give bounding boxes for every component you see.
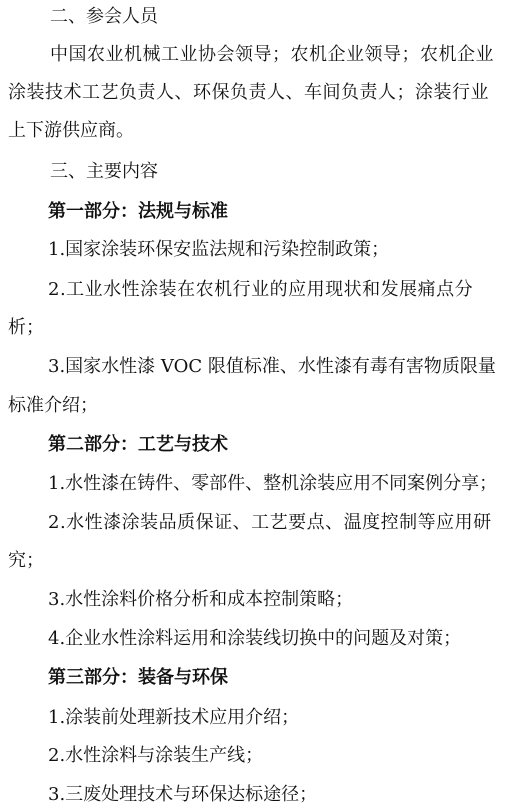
part-1-item-1: 1.国家涂装环保安监法规和污染控制政策；	[48, 239, 390, 260]
part-2-item-2-line-1: 2.水性漆涂装品质保证、工艺要点、温度控制等应用研	[48, 512, 492, 533]
part-1-item-2-line-1: 2.工业水性涂装在农机行业的应用现状和发展痛点分	[48, 279, 474, 300]
part-2-item-4: 4.企业水性涂料运用和涂装线切换中的问题及对策；	[48, 628, 462, 649]
part-1-title: 第一部分：法规与标准	[48, 201, 228, 222]
part-3-title: 第三部分：装备与环保	[48, 667, 228, 688]
part-2-title: 第二部分：工艺与技术	[48, 434, 228, 455]
part-3-item-1: 1.涂装前处理新技术应用介绍；	[48, 707, 300, 728]
part-2-item-1: 1.水性漆在铸件、零部件、整机涂装应用不同案例分享；	[48, 473, 498, 494]
part-1-item-3-line-2: 标准介绍；	[8, 395, 98, 416]
part-2-item-3: 3.水性涂料价格分析和成本控制策略；	[48, 589, 354, 610]
part-3-item-2: 2.水性涂料与涂装生产线；	[48, 745, 264, 766]
part-1-item-3-line-1: 3.国家水性漆 VOC 限值标准、水性漆有毒有害物质限量	[48, 356, 496, 377]
section-heading-main-content: 三、主要内容	[50, 161, 158, 182]
part-1-item-2-line-2: 析；	[8, 317, 44, 338]
attendees-line-2: 涂装技术工艺负责人、环保负责人、车间负责人；涂装行业	[8, 82, 489, 103]
section-heading-attendees: 二、参会人员	[50, 6, 158, 27]
part-2-item-2-line-2: 究；	[8, 550, 44, 571]
attendees-line-1: 中国农业机械工业协会领导；农机企业领导；农机企业	[50, 44, 494, 65]
part-3-item-3: 3.三废处理技术与环保达标途径；	[48, 784, 318, 805]
attendees-line-3: 上下游供应商。	[8, 120, 134, 141]
